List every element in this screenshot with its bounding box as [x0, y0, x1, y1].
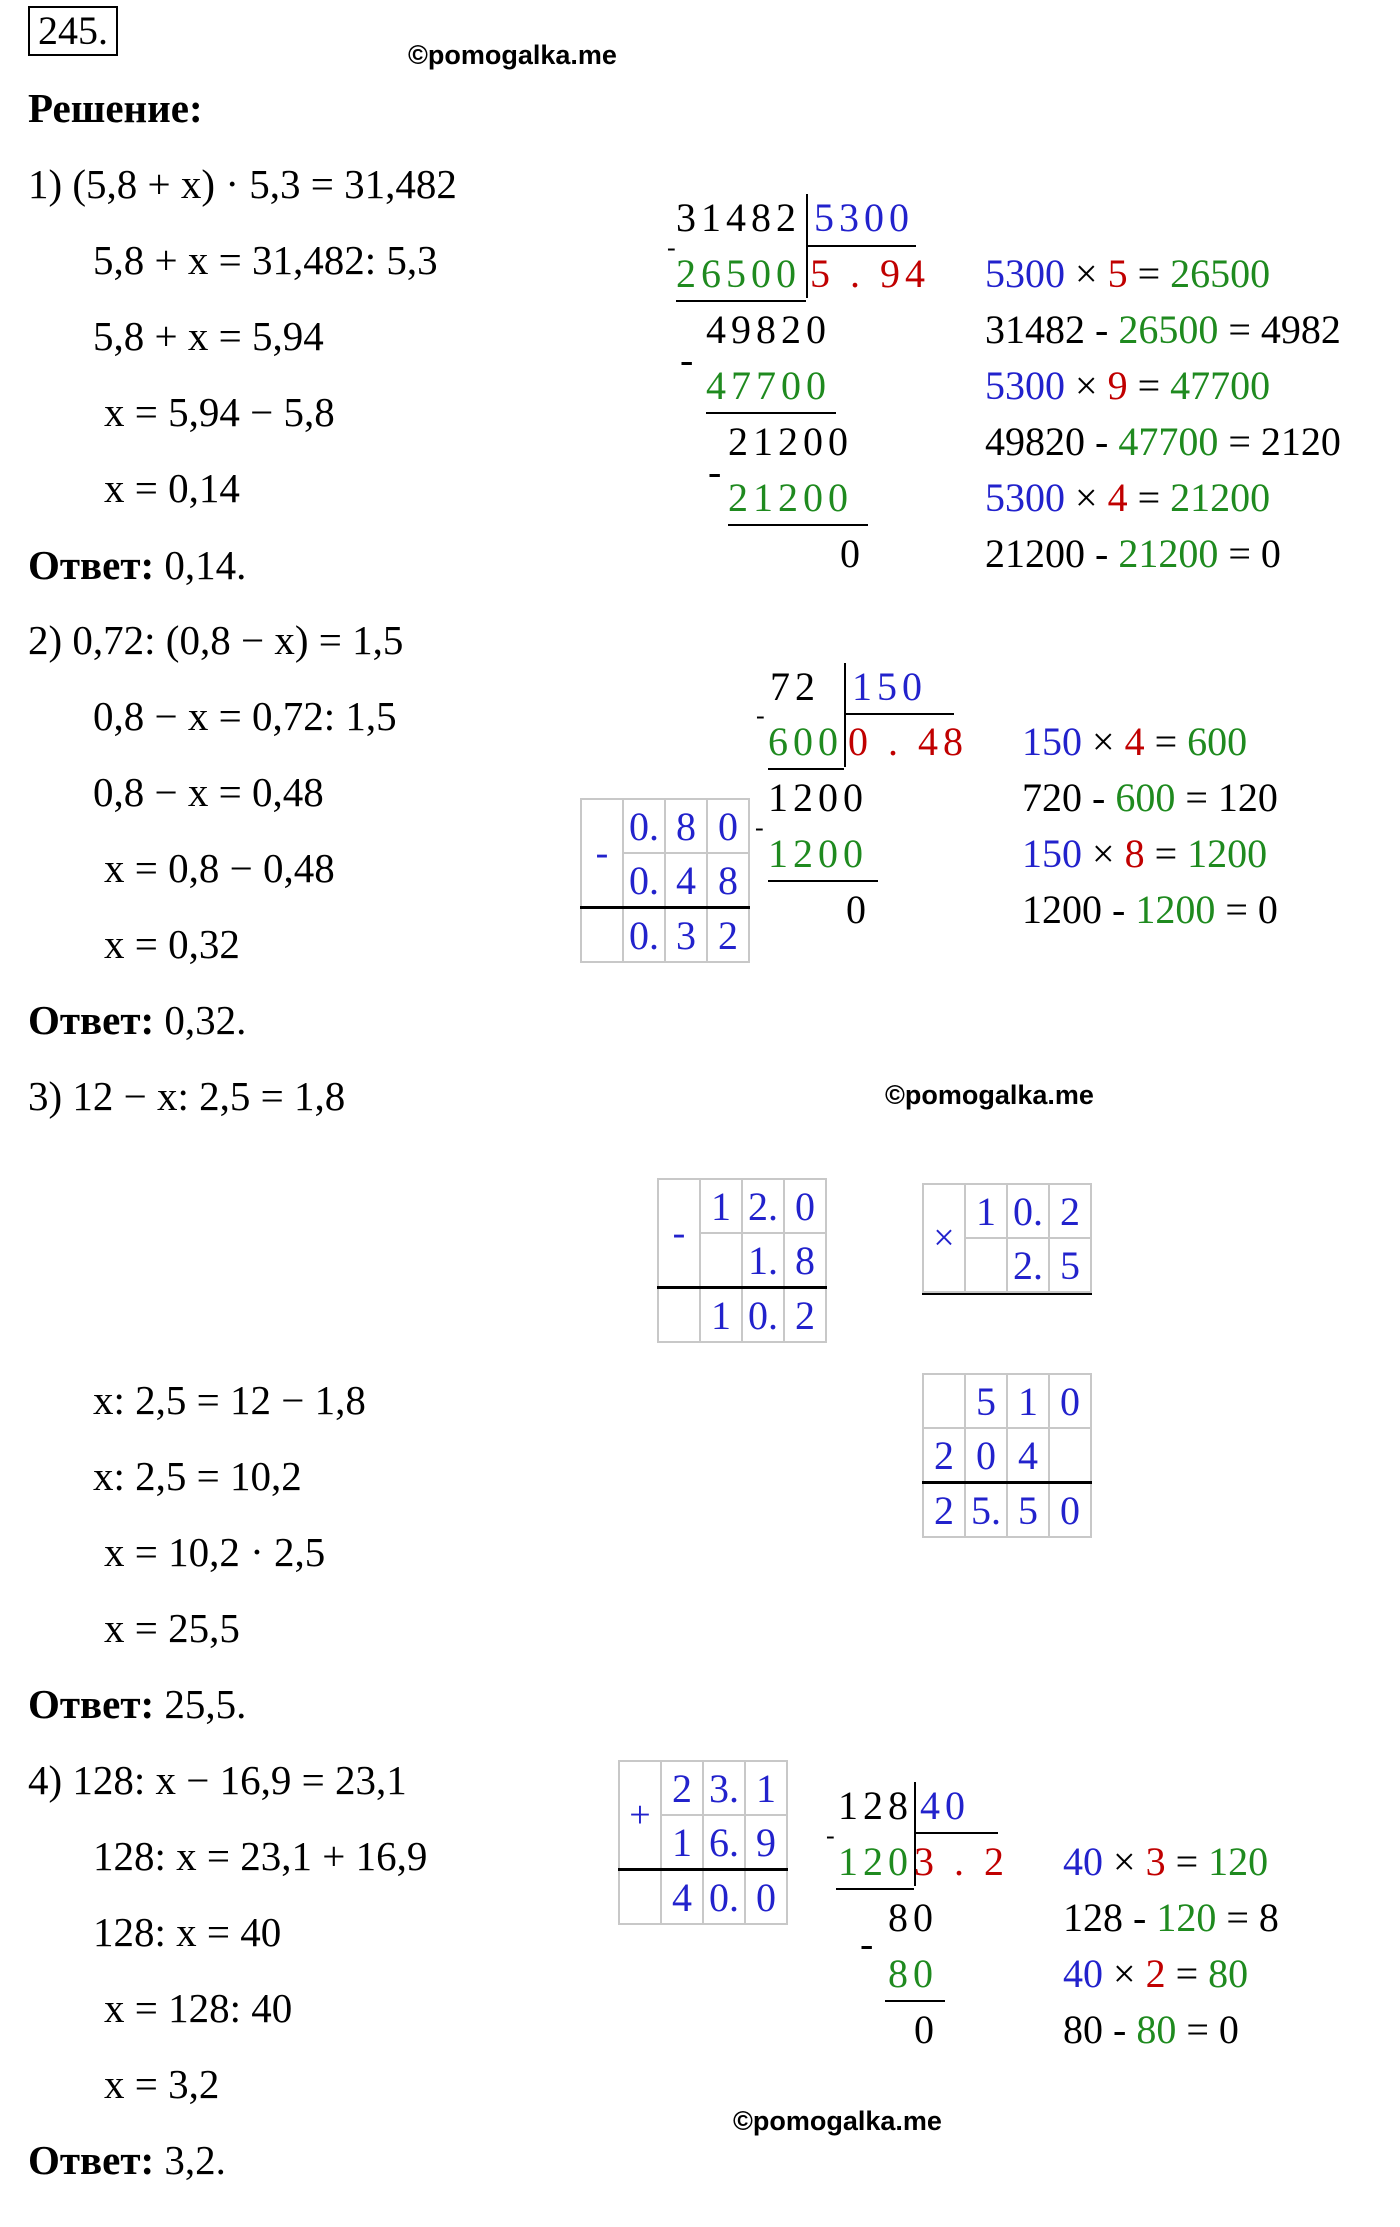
- check-part: 31482 -: [985, 307, 1119, 352]
- p1-rem-1: 49820: [706, 307, 831, 352]
- p1-check-5: [985, 474, 1270, 522]
- digit-cell: 2: [784, 1288, 826, 1343]
- p1-sub-1: 26500: [676, 251, 801, 296]
- p2-divisor-line: [844, 713, 954, 715]
- p4-line-3: 128: x = 40: [93, 1909, 282, 1955]
- p3-line-4: x = 10,2 · 2,5: [104, 1529, 326, 1575]
- p2-line-b: [768, 880, 878, 882]
- check-part: ×: [1082, 831, 1125, 876]
- digit-cell: 2: [923, 1428, 965, 1483]
- p4-line-2: 128: x = 23,1 + 16,9: [93, 1833, 428, 1879]
- digit-cell: 0.: [742, 1288, 784, 1343]
- digit-cell: 0: [707, 799, 749, 853]
- digit-cell: 1: [700, 1179, 742, 1233]
- check-part: =: [1144, 831, 1188, 876]
- p2-line-3: 0,8 − x = 0,48: [93, 769, 324, 815]
- p4-check-2: [1063, 1894, 1279, 1942]
- p1-line-1: 1) (5,8 + x) · 5,3 = 31,482: [28, 161, 457, 207]
- p4-check-4: [1063, 2006, 1239, 2054]
- check-part: 21200: [1118, 531, 1219, 576]
- watermark-top: ©pomogalka.me: [408, 40, 617, 70]
- p4-sub-1: 120: [838, 1839, 913, 1884]
- digit-cell: 8: [665, 799, 707, 853]
- p4-rem-1: 80: [888, 1895, 938, 1940]
- check-part: =: [1127, 363, 1171, 408]
- p2-quotient: 0 . 48: [848, 719, 968, 764]
- p1-minus-3: -: [708, 449, 722, 494]
- digit-cell: 1: [1007, 1374, 1049, 1428]
- p4-divisor: 40: [920, 1783, 970, 1828]
- p1-divisor-line: [806, 245, 916, 247]
- p2-minus-1: -: [756, 701, 765, 730]
- p2-minus-2: -: [755, 813, 764, 842]
- check-part: 5300: [985, 363, 1065, 408]
- p3-mul-underline: [922, 1293, 1092, 1295]
- p2-line-1: 2) 0,72: (0,8 − x) = 1,5: [28, 617, 404, 663]
- digit-cell: 1: [965, 1184, 1007, 1238]
- check-part: = 0: [1218, 531, 1281, 576]
- p4-check-1: [1063, 1838, 1268, 1886]
- p1-final: 0: [840, 531, 860, 576]
- check-part: 26500: [1118, 307, 1219, 352]
- p2-divisor: 150: [852, 664, 927, 709]
- p2-sub-1: 600: [768, 719, 843, 764]
- check-part: 1200: [1187, 831, 1268, 876]
- p1-line-5: x = 0,14: [104, 465, 240, 511]
- p1-check-6: [985, 530, 1281, 578]
- check-part: 5300: [985, 475, 1065, 520]
- digit-cell: 4: [661, 1870, 703, 1925]
- p3-answer: [28, 1680, 246, 1728]
- digit-cell: 0.: [623, 908, 665, 963]
- p3-line-1: 3) 12 − x: 2,5 = 1,8: [28, 1073, 346, 1119]
- p2-line-2: 0,8 − x = 0,72: 1,5: [93, 693, 397, 739]
- p4-line-b: [885, 2000, 945, 2002]
- digit-cell: 1: [745, 1761, 787, 1815]
- p1-rem-2: 21200: [728, 419, 853, 464]
- p4-quotient: 3 . 2: [914, 1839, 1009, 1884]
- p1-minus-1: -: [667, 233, 676, 262]
- check-part: 600: [1187, 719, 1248, 764]
- digit-cell: 0: [1049, 1483, 1091, 1538]
- p1-line-b: [706, 412, 836, 414]
- watermark-middle: ©pomogalka.me: [885, 1080, 1094, 1110]
- digit-cell: 9: [745, 1815, 787, 1870]
- check-part: 26500: [1170, 251, 1271, 296]
- p4-line-5: x = 3,2: [104, 2061, 220, 2107]
- digit-cell: [965, 1238, 1007, 1292]
- digit-cell: 0.: [623, 853, 665, 908]
- p2-line-5: x = 0,32: [104, 921, 240, 967]
- check-part: 128 -: [1063, 1895, 1157, 1940]
- digit-cell: 0: [745, 1870, 787, 1925]
- p2-line-a: [768, 768, 844, 770]
- p1-answer: [28, 541, 246, 589]
- check-part: 47700: [1118, 419, 1219, 464]
- check-part: =: [1165, 1839, 1209, 1884]
- digit-cell: 2: [661, 1761, 703, 1815]
- p1-sub-2: 47700: [706, 363, 831, 408]
- p3-column-multiplication: [922, 1183, 1092, 1293]
- digit-cell: 5: [965, 1374, 1007, 1428]
- check-part: ×: [1065, 363, 1108, 408]
- digit-cell: 0.: [703, 1870, 745, 1925]
- check-part: ×: [1082, 719, 1125, 764]
- p2-division-bar: [844, 663, 846, 767]
- minus-sign: -: [581, 799, 623, 908]
- digit-cell: 0.: [623, 799, 665, 853]
- p4-divisor-line: [914, 1832, 998, 1834]
- digit-cell: [700, 1233, 742, 1288]
- check-part: 720 -: [1022, 775, 1116, 820]
- digit-cell: 4: [1007, 1428, 1049, 1483]
- p3-line-2: x: 2,5 = 12 − 1,8: [93, 1377, 366, 1423]
- p1-check-4: [985, 418, 1341, 466]
- digit-cell: 5.: [965, 1483, 1007, 1538]
- p4-line-a: [836, 1888, 914, 1890]
- answer-value: 25,5.: [164, 1681, 247, 1727]
- check-part: =: [1165, 1951, 1209, 1996]
- check-part: = 0: [1215, 887, 1278, 932]
- check-part: ×: [1065, 475, 1108, 520]
- p1-divisor: 5300: [814, 195, 914, 240]
- p2-check-2: [1022, 774, 1278, 822]
- digit-cell: 0: [1049, 1374, 1091, 1428]
- check-part: = 120: [1175, 775, 1278, 820]
- digit-cell: 3.: [703, 1761, 745, 1815]
- p2-line-4: x = 0,8 − 0,48: [104, 845, 335, 891]
- p4-final: 0: [914, 2007, 934, 2052]
- digit-cell: 2: [923, 1483, 965, 1538]
- check-part: 40: [1063, 1839, 1103, 1884]
- p1-check-1: [985, 250, 1270, 298]
- check-part: 8: [1124, 831, 1145, 876]
- check-part: 1200 -: [1022, 887, 1136, 932]
- answer-label: Ответ:: [28, 1681, 155, 1727]
- empty-cell: [658, 1288, 700, 1343]
- watermark-bottom: ©pomogalka.me: [733, 2106, 942, 2136]
- answer-label: Ответ:: [28, 2137, 155, 2183]
- check-part: 40: [1063, 1951, 1103, 1996]
- p4-minus-1: -: [826, 1821, 835, 1850]
- check-part: 120: [1156, 1895, 1217, 1940]
- p4-line-1: 4) 128: x − 16,9 = 23,1: [28, 1757, 407, 1803]
- answer-label: Ответ:: [28, 542, 155, 588]
- multiply-sign: ×: [923, 1184, 965, 1292]
- p2-check-3: [1022, 830, 1267, 878]
- digit-cell: 0: [965, 1428, 1007, 1483]
- p4-answer: [28, 2136, 226, 2184]
- p1-check-2: [985, 306, 1341, 354]
- p4-minus-2: -: [860, 1921, 874, 1966]
- p3-line-3: x: 2,5 = 10,2: [93, 1453, 302, 1499]
- check-part: ×: [1103, 1839, 1146, 1884]
- digit-cell: 6.: [703, 1815, 745, 1870]
- check-part: 9: [1107, 363, 1128, 408]
- check-part: = 4982: [1218, 307, 1341, 352]
- check-part: 80 -: [1063, 2007, 1137, 2052]
- p2-final: 0: [846, 887, 866, 932]
- check-part: = 0: [1176, 2007, 1239, 2052]
- digit-cell: 3: [665, 908, 707, 963]
- p1-line-2: 5,8 + x = 31,482: 5,3: [93, 237, 438, 283]
- p3-multiplication-result: [922, 1373, 1092, 1538]
- answer-label: Ответ:: [28, 997, 155, 1043]
- digit-cell: 2.: [742, 1179, 784, 1233]
- empty-cell: [619, 1870, 661, 1925]
- check-part: 49820 -: [985, 419, 1119, 464]
- check-part: 5: [1107, 251, 1128, 296]
- digit-cell: 8: [707, 853, 749, 908]
- check-part: =: [1127, 475, 1171, 520]
- check-part: 150: [1022, 831, 1082, 876]
- digit-cell: 1.: [742, 1233, 784, 1288]
- digit-cell: 0: [784, 1179, 826, 1233]
- empty-cell: [581, 908, 623, 963]
- p4-check-3: [1063, 1950, 1248, 1998]
- p2-check-1: [1022, 718, 1247, 766]
- digit-cell: 2: [707, 908, 749, 963]
- check-part: =: [1127, 251, 1171, 296]
- digit-cell: [923, 1374, 965, 1428]
- plus-sign: +: [619, 1761, 661, 1870]
- check-part: 5300: [985, 251, 1065, 296]
- digit-cell: [1049, 1428, 1091, 1483]
- digit-cell: 2: [1049, 1184, 1091, 1238]
- p4-sub-2: 80: [888, 1951, 938, 1996]
- digit-cell: 2.: [1007, 1238, 1049, 1292]
- p2-check-4: [1022, 886, 1278, 934]
- check-part: 80: [1208, 1951, 1249, 1996]
- p2-answer: [28, 996, 246, 1044]
- check-part: 2: [1145, 1951, 1166, 1996]
- digit-cell: 4: [665, 853, 707, 908]
- check-part: 3: [1145, 1839, 1166, 1884]
- p1-check-3: [985, 362, 1270, 410]
- check-part: = 8: [1216, 1895, 1279, 1940]
- p4-column-addition: [618, 1760, 788, 1925]
- p1-minus-2: -: [680, 337, 694, 382]
- p2-sub-2: 1200: [768, 831, 868, 876]
- solution-label: Решение:: [28, 85, 203, 131]
- p1-line-c: [728, 524, 868, 526]
- digit-cell: 5: [1007, 1483, 1049, 1538]
- p4-dividend: 128: [838, 1783, 913, 1828]
- p1-sub-3: 21200: [728, 475, 853, 520]
- p1-line-a: [676, 300, 806, 302]
- check-part: 47700: [1170, 363, 1271, 408]
- p3-column-subtraction: [657, 1178, 827, 1343]
- p1-quotient: 5 . 94: [810, 251, 930, 296]
- digit-cell: 8: [784, 1233, 826, 1288]
- check-part: 1200: [1135, 887, 1216, 932]
- check-part: =: [1144, 719, 1188, 764]
- check-part: 80: [1136, 2007, 1177, 2052]
- answer-value: 0,32.: [164, 997, 247, 1043]
- answer-value: 0,14.: [164, 542, 247, 588]
- digit-cell: 5: [1049, 1238, 1091, 1292]
- p2-column-subtraction: [580, 798, 750, 963]
- answer-value: 3,2.: [164, 2137, 226, 2183]
- check-part: 21200: [1170, 475, 1271, 520]
- check-part: 600: [1115, 775, 1176, 820]
- digit-cell: 1: [700, 1288, 742, 1343]
- p2-rem-1: 1200: [768, 775, 868, 820]
- p1-dividend: 31482: [676, 195, 801, 240]
- digit-cell: 1: [661, 1815, 703, 1870]
- p3-line-5: x = 25,5: [104, 1605, 240, 1651]
- check-part: 4: [1107, 475, 1128, 520]
- check-part: = 2120: [1218, 419, 1341, 464]
- p1-line-4: x = 5,94 − 5,8: [104, 389, 335, 435]
- check-part: ×: [1103, 1951, 1146, 1996]
- exercise-number: 245.: [28, 6, 118, 56]
- check-part: 150: [1022, 719, 1082, 764]
- p1-line-3: 5,8 + x = 5,94: [93, 313, 324, 359]
- p4-line-4: x = 128: 40: [104, 1985, 293, 2031]
- digit-cell: 0.: [1007, 1184, 1049, 1238]
- minus-sign: -: [658, 1179, 700, 1288]
- p2-dividend: 72: [770, 664, 820, 709]
- check-part: 21200 -: [985, 531, 1119, 576]
- check-part: 120: [1208, 1839, 1269, 1884]
- check-part: 4: [1124, 719, 1145, 764]
- check-part: ×: [1065, 251, 1108, 296]
